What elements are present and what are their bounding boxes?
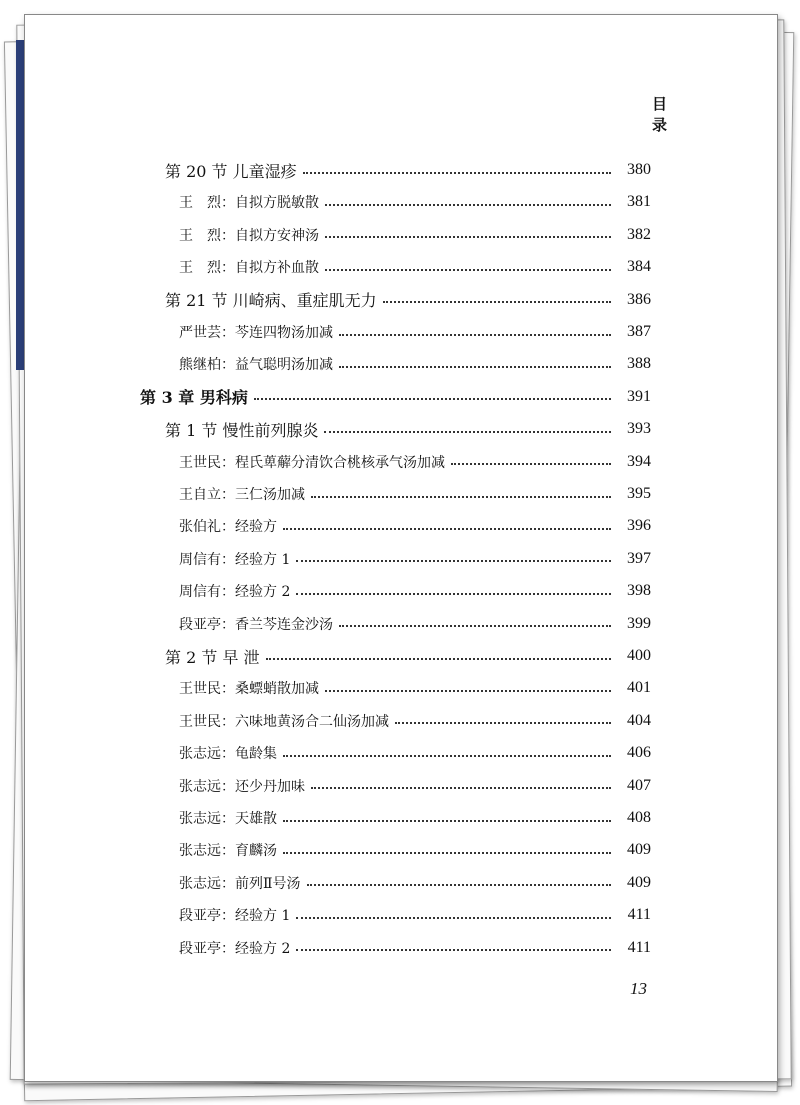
toc-label: 王世民：六味地黄汤合二仙汤加减 bbox=[179, 713, 389, 730]
toc-entry[interactable] bbox=[179, 320, 651, 344]
toc-section[interactable] bbox=[165, 644, 651, 668]
toc-entry[interactable] bbox=[179, 255, 651, 279]
toc-label: 王自立：三仁汤加减 bbox=[179, 487, 305, 503]
dot-leader bbox=[383, 300, 611, 303]
dot-leader bbox=[266, 657, 611, 660]
dot-leader bbox=[339, 365, 611, 368]
dot-leader bbox=[303, 171, 611, 174]
toc-label: 第 1 节 慢性前列腺炎 bbox=[165, 420, 319, 440]
toc-label: 段亚亭：经验方 1 bbox=[179, 908, 291, 925]
toc-entry[interactable] bbox=[179, 741, 651, 765]
dot-leader bbox=[254, 397, 611, 400]
toc-page-number: 400 bbox=[627, 647, 651, 664]
toc-label: 第 20 节 儿童湿疹 bbox=[165, 161, 297, 181]
dot-leader bbox=[325, 689, 611, 692]
dot-leader bbox=[296, 559, 611, 562]
toc-page-number: 401 bbox=[627, 679, 651, 697]
toc-label: 王 烈：自拟方安神汤 bbox=[179, 227, 319, 244]
toc-entry[interactable] bbox=[179, 579, 651, 603]
toc-page-number: 411 bbox=[627, 938, 651, 956]
toc-entry[interactable] bbox=[179, 190, 651, 214]
toc-entry[interactable] bbox=[179, 450, 651, 474]
toc-page-number: 399 bbox=[627, 614, 651, 632]
toc-label: 王世民：桑螵蛸散加减 bbox=[179, 681, 319, 698]
dot-leader bbox=[395, 721, 611, 724]
toc-label: 周信有：经验方 2 bbox=[179, 584, 291, 601]
toc-label: 王 烈：自拟方补血散 bbox=[179, 260, 319, 277]
toc-page-number: 398 bbox=[627, 582, 651, 600]
dot-leader bbox=[307, 883, 611, 886]
toc-entry[interactable] bbox=[179, 838, 651, 862]
toc-entry[interactable] bbox=[179, 806, 651, 830]
toc-label: 张伯礼：经验方 bbox=[179, 519, 277, 536]
toc-entry[interactable] bbox=[179, 514, 651, 538]
dot-leader bbox=[325, 203, 611, 206]
toc-entry[interactable] bbox=[179, 676, 651, 700]
toc-page-number: 409 bbox=[627, 873, 651, 891]
toc-entry[interactable] bbox=[179, 482, 651, 506]
page-number: 13 bbox=[630, 979, 647, 998]
dot-leader bbox=[325, 268, 611, 271]
toc-page-number: 407 bbox=[627, 776, 651, 794]
toc-label: 第 3 章 男科病 bbox=[140, 388, 248, 408]
toc-page-number: 382 bbox=[627, 225, 651, 243]
toc-entry[interactable] bbox=[179, 612, 651, 636]
toc-page-number: 396 bbox=[627, 517, 651, 535]
toc-section[interactable] bbox=[165, 158, 651, 182]
toc-page-number: 397 bbox=[627, 549, 651, 567]
toc-entry[interactable] bbox=[179, 871, 651, 895]
toc-page-number: 384 bbox=[627, 258, 651, 276]
dot-leader bbox=[339, 333, 611, 336]
dot-leader bbox=[451, 462, 611, 465]
toc-page bbox=[24, 14, 778, 1082]
toc-label: 周信有：经验方 1 bbox=[179, 551, 291, 568]
toc-entry[interactable] bbox=[179, 709, 651, 733]
dot-leader bbox=[324, 430, 611, 433]
toc-label: 第 21 节 川崎病、重症肌无力 bbox=[165, 291, 377, 311]
toc-page-number: 411 bbox=[627, 906, 651, 924]
dot-leader bbox=[283, 851, 611, 854]
toc-label: 段亚亭：香兰芩连金沙汤 bbox=[179, 616, 333, 633]
toc-page-number: 409 bbox=[627, 841, 651, 859]
toc-entry[interactable] bbox=[179, 936, 651, 960]
toc-label: 张志远：龟龄集 bbox=[179, 746, 277, 763]
toc-label: 张志远：天雄散 bbox=[179, 811, 277, 827]
dot-leader bbox=[311, 495, 611, 498]
toc-label: 熊继柏：益气聪明汤加减 bbox=[179, 357, 333, 374]
toc-entry[interactable] bbox=[179, 903, 651, 927]
toc-page-number: 380 bbox=[627, 161, 651, 178]
toc-entry[interactable] bbox=[179, 774, 651, 798]
dot-leader bbox=[325, 235, 611, 238]
toc-entry[interactable] bbox=[179, 352, 651, 376]
toc-page-number: 387 bbox=[627, 323, 651, 340]
dot-leader bbox=[283, 527, 611, 530]
toc-page-number: 386 bbox=[627, 290, 651, 308]
toc-page-number: 394 bbox=[627, 452, 651, 470]
toc-label: 张志远：还少丹加味 bbox=[179, 778, 305, 795]
dot-leader bbox=[283, 754, 611, 757]
toc-section[interactable] bbox=[165, 417, 651, 441]
toc-section[interactable] bbox=[165, 288, 651, 312]
toc-page-number: 393 bbox=[627, 420, 651, 438]
toc-entry[interactable] bbox=[179, 223, 651, 247]
dot-leader bbox=[296, 916, 611, 919]
toc-chapter[interactable] bbox=[140, 385, 651, 409]
toc-page-number: 395 bbox=[627, 485, 651, 502]
toc-page-number: 404 bbox=[627, 711, 651, 729]
dot-leader bbox=[339, 624, 611, 627]
toc-label: 王 烈：自拟方脱敏散 bbox=[179, 195, 319, 212]
toc-page-number: 381 bbox=[627, 193, 651, 211]
toc-label: 段亚亭：经验方 2 bbox=[179, 940, 291, 957]
dot-leader bbox=[296, 592, 611, 595]
toc-label: 张志远：育麟汤 bbox=[179, 843, 277, 860]
dot-leader bbox=[296, 948, 611, 951]
toc-label: 王世民：程氏萆薢分清饮合桃核承气汤加减 bbox=[179, 454, 445, 471]
toc-entry[interactable] bbox=[179, 547, 651, 571]
toc-page-number: 391 bbox=[627, 387, 651, 405]
dot-leader bbox=[283, 819, 611, 822]
running-header: 目 录 bbox=[651, 95, 675, 134]
dot-leader bbox=[311, 786, 611, 789]
toc-label: 张志远：前列Ⅱ号汤 bbox=[179, 875, 301, 892]
toc-page-number: 406 bbox=[627, 744, 651, 762]
toc-page-number: 408 bbox=[627, 809, 651, 826]
toc-label: 严世芸：芩连四物汤加减 bbox=[179, 325, 333, 341]
toc-page-number: 388 bbox=[627, 355, 651, 373]
toc-label: 第 2 节 早 泄 bbox=[165, 647, 260, 667]
